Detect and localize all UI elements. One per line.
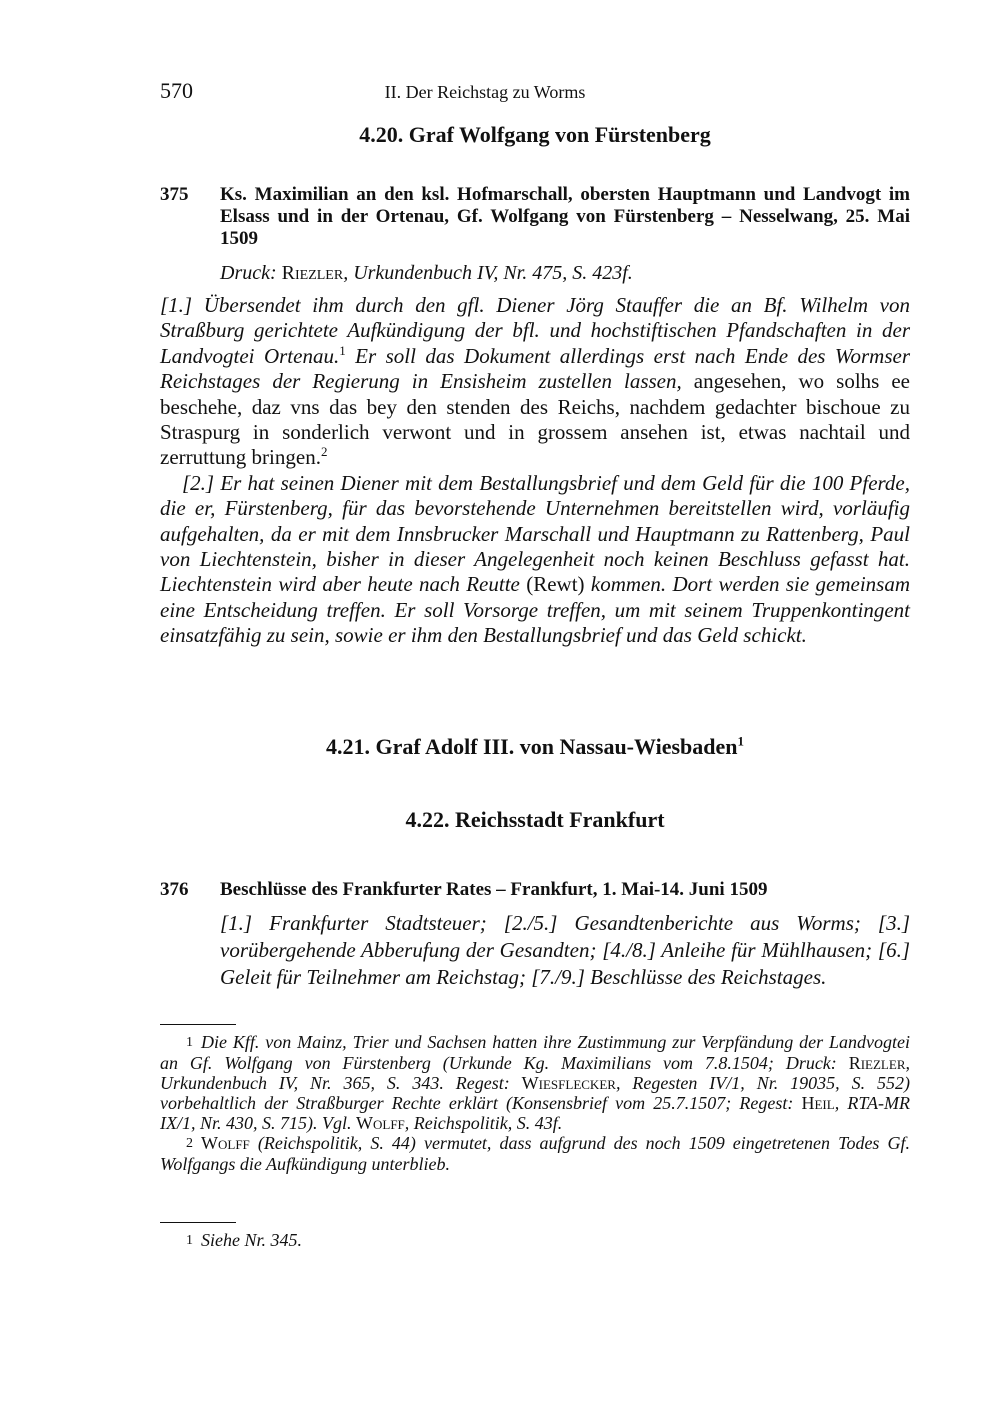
footnotes-4-20 xyxy=(160,1032,910,1174)
footnotes-4-21 xyxy=(160,1230,910,1251)
p2-italic-2: kommen. Dort werden sie gemeinsam eine Entscheidung treffen. Er soll Vorsorge treffen, um mit seinem Truppenkontingent einsatzfähig zu sein, sowie er ihm den Bestallungsbrief und das Geld schickt. xyxy=(160,572,910,648)
footnote-2 xyxy=(160,1133,910,1174)
fn1-author-3: Heil xyxy=(801,1093,835,1113)
footnote-number: 1 xyxy=(186,1035,193,1050)
running-title: II. Der Reichstag zu Worms xyxy=(384,82,586,102)
fn1-author-1: Riezler xyxy=(848,1053,906,1073)
fn1-text-2: , Urkundenbuch IV, Nr. 365, S. 343. Regest: xyxy=(160,1053,910,1093)
footnote-rule-2 xyxy=(160,1222,236,1223)
print-author: Riezler xyxy=(281,262,344,284)
section-4-21-text: 4.21. Graf Adolf III. von Nassau-Wiesbaden xyxy=(325,734,738,759)
fn1-text-3: , Regesten IV/1, Nr. 19035, S. 552) vorbehaltlich der Straßburger Rechte erklärt (Konsensbrief vom 25.7.1507; Regest: xyxy=(160,1073,910,1113)
print-reference xyxy=(220,262,633,285)
print-label: Druck: xyxy=(220,262,277,284)
section-4-21-footnote-ref: 1 xyxy=(737,733,745,749)
footnote-number: 2 xyxy=(186,1136,193,1151)
document-heading-375: Ks. Maximilian an den ksl. Hofmarschall, obersten Hauptmann und Landvogt im Elsass und in der Ortenau, Gf. Wolfgang von Fürstenberg – Nesselwang, 25. Mai 1509 xyxy=(220,184,910,249)
fn1-author-2: Wiesflecker xyxy=(521,1073,616,1093)
fn1-text-5: , Reichspolitik, S. 43f. xyxy=(404,1113,563,1133)
document-body-375 xyxy=(160,293,910,649)
fn2-author: Wolff xyxy=(201,1133,250,1153)
footnote-rule xyxy=(160,1024,236,1025)
footnote-ref-2: 2 xyxy=(320,444,328,460)
section-title-4-21 xyxy=(160,734,910,760)
footnote-b-1 xyxy=(160,1230,910,1251)
footnote-ref-1: 1 xyxy=(339,342,346,358)
section-title-4-20: 4.20. Graf Wolfgang von Fürstenberg xyxy=(359,122,711,147)
fnb1-text: Siehe Nr. 345. xyxy=(201,1230,302,1250)
footnote-1 xyxy=(160,1032,910,1133)
footnote-number: 1 xyxy=(186,1233,193,1248)
p2-italic: [2.] Er hat seinen Diener mit dem Bestallungsbrief und dem Geld für die 100 Pferde, die er, Fürstenberg, für das bevorstehende Unternehmen bereitstellen wird, vorläufig aufgehalten, da er mit dem Innsbrucker Marschall und Hauptmann zu Rattenberg, Paul von Liechtenstein, bisher in dieser Angelegenheit noch keinen Beschluss gefasst hat. Liechtenstein wird aber heute nach Reutte xyxy=(160,470,910,597)
p1-italic: [1.] Übersendet ihm durch den gfl. Diener Jörg Stauffer die an Bf. Wilhelm von Straßburg gerichtete Aufkündigung der bfl. und hochstiftischen Pfandschaften in der Landvogtei Ortenau. xyxy=(160,293,910,368)
fn1-text-4: , RTA-MR IX/1, Nr. 430, S. 715). Vgl. xyxy=(160,1093,910,1133)
fn1-text-1: Die Kff. von Mainz, Trier und Sachsen hatten ihre Zustimmung zur Verpfändung der Landvogtei an Gf. Wolfgang von Fürstenberg (Urkunde Kg. Maximilians vom 7.8.1504; Druck: xyxy=(160,1032,910,1073)
print-ref: , Urkundenbuch IV, Nr. 475, S. 423f. xyxy=(343,262,633,284)
paragraph-1 xyxy=(160,293,910,471)
p1-quote: angesehen, wo solhs ee beschehe, daz vns das bey den stenden des Reichs, nachdem gedachter bischoue zu Straspurg in sonderlich verwont und in grossem ansehen ist, etwas nachtail und zerruttung bringen. xyxy=(160,369,910,470)
p1-italic-2: Er soll das Dokument allerdings erst nach Ende des Wormser Reichstages der Regierung in Ensisheim zustellen lassen, xyxy=(160,343,911,394)
document-number-376: 376 xyxy=(160,879,189,900)
document-summary-376: [1.] Frankfurter Stadtsteuer; [2./5.] Gesandtenberichte aus Worms; [3.] vorübergehende Abberufung der Gesandten; [4./8.] Anleihe für Mühlhausen; [6.] Geleit für Teilnehmer am Reichstag; [7./9.] Beschlüsse des Reichstages. xyxy=(220,911,910,989)
fn2-text: (Reichspolitik, S. 44) vermutet, dass aufgrund des noch 1509 eingetretenen Todes Gf. Wolfgangs die Aufkündigung unterblieb. xyxy=(160,1133,910,1174)
paragraph-2 xyxy=(160,471,910,649)
document-number-375: 375 xyxy=(160,184,189,205)
document-heading-376: Beschlüsse des Frankfurter Rates – Frankfurt, 1. Mai-14. Juni 1509 xyxy=(220,879,768,900)
section-title-4-22: 4.22. Reichsstadt Frankfurt xyxy=(405,807,665,832)
page-number: 570 xyxy=(160,78,193,103)
fn1-author-4: Wolff xyxy=(356,1113,405,1133)
p2-roman: (Rewt) xyxy=(519,572,585,597)
